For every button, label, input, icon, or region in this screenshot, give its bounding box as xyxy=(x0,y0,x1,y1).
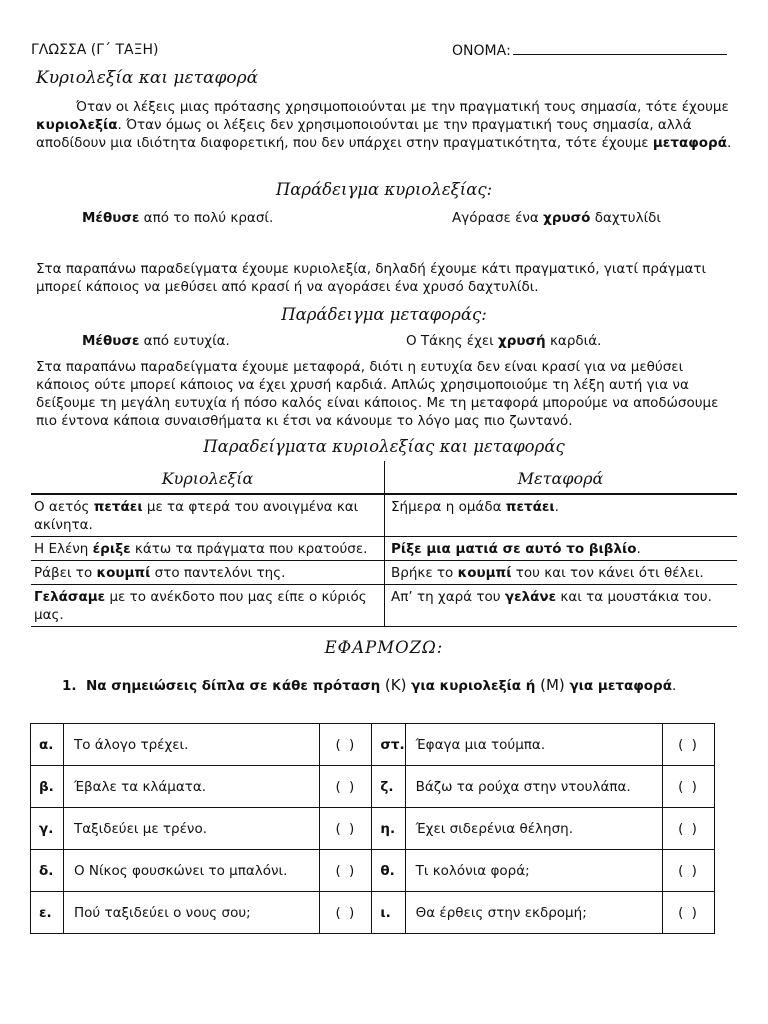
answer-blank[interactable]: ( ) xyxy=(663,766,715,808)
exercise-row xyxy=(31,892,715,934)
metaphor-example-cell: Ρίξε μια ματιά σε αυτό το βιβλίο. xyxy=(384,537,737,560)
term-metaphor: μεταφορά xyxy=(652,135,727,151)
exercise-row xyxy=(31,724,715,766)
name-field[interactable] xyxy=(452,42,727,59)
table-row xyxy=(31,561,737,585)
answer-blank[interactable]: ( ) xyxy=(320,808,372,850)
metaphor-example-cell: Απ’ τη χαρά του γελάνε και τα μουστάκια του. xyxy=(384,585,737,626)
literal-example-2: Αγόρασε ένα χρυσό δαχτυλίδι xyxy=(452,210,661,226)
exercise-row xyxy=(31,850,715,892)
literal-example-title: Παράδειγμα κυριολεξίας: xyxy=(275,180,493,199)
task-instruction: 1. Να σημειώσεις δίπλα σε κάθε πρόταση (Κ) για κυριολεξία ή (Μ) για μεταφορά. xyxy=(62,676,677,694)
page-title: Κυριολεξία και μεταφορά xyxy=(36,68,259,88)
item-sentence: Το άλογο τρέχει. xyxy=(63,724,320,766)
metaphor-example-cell: Σήμερα η ομάδα πετάει. xyxy=(384,495,737,536)
item-letter: θ. xyxy=(372,850,405,892)
exercise-row xyxy=(31,808,715,850)
item-sentence: Έφαγα μια τούμπα. xyxy=(405,724,662,766)
table-row xyxy=(31,537,737,561)
apply-title: ΕΦΑΡΜΟΖΩ: xyxy=(324,638,444,657)
item-sentence: Πού ταξιδεύει ο νους σου; xyxy=(63,892,320,934)
column-header-metaphor: Μεταφορά xyxy=(517,469,604,488)
intro-paragraph: Όταν οι λέξεις μιας πρότασης χρησιμοποιούνται με την πραγματική τους σημασία, τότε έχουμε κυριολεξία. Όταν όμως οι λέξεις δεν χρησιμοποιούνται με την πραγματική τους σημασία, αλλά αποδίδουν μια ιδιότητα διαφορετική, που δεν υπάρχει στην πραγματικότητα, τότε έχουμε μεταφορά. xyxy=(36,99,732,151)
item-letter: β. xyxy=(31,766,64,808)
metaphor-example-title: Παράδειγμα μεταφοράς: xyxy=(281,305,487,324)
item-sentence: Θα έρθεις στην εκδρομή; xyxy=(405,892,662,934)
metaphor-example-cell: Βρήκε το κουμπί του και τον κάνει ότι θέλει. xyxy=(384,561,737,584)
answer-blank[interactable]: ( ) xyxy=(320,724,372,766)
answer-blank[interactable]: ( ) xyxy=(663,808,715,850)
column-header-literal: Κυριολεξία xyxy=(161,469,254,488)
table-row xyxy=(31,585,737,627)
examples-table-header xyxy=(31,461,737,495)
item-letter: ε. xyxy=(31,892,64,934)
literal-example-cell: Ο αετός πετάει με τα φτερά του ανοιγμένα και ακίνητα. xyxy=(34,499,359,533)
literal-example-cell: Η Ελένη έριξε κάτω τα πράγματα που κρατούσε. xyxy=(34,541,368,557)
table-row xyxy=(31,495,737,537)
literal-example-1: Μέθυσε από το πολύ κρασί. xyxy=(82,210,274,226)
answer-blank[interactable]: ( ) xyxy=(320,850,372,892)
subject-label: ΓΛΩΣΣΑ (Γ΄ ΤΑΞΗ) xyxy=(31,42,159,58)
item-sentence: Έβαλε τα κλάματα. xyxy=(63,766,320,808)
item-sentence: Βάζω τα ρούχα στην ντουλάπα. xyxy=(405,766,662,808)
item-letter: ζ. xyxy=(372,766,405,808)
exercise-row xyxy=(31,766,715,808)
item-letter: η. xyxy=(372,808,405,850)
examples-table-title: Παραδείγματα κυριολεξίας και μεταφοράς xyxy=(203,437,565,456)
answer-blank[interactable]: ( ) xyxy=(663,892,715,934)
item-sentence: Έχει σιδερένια θέληση. xyxy=(405,808,662,850)
literal-explanation: Στα παραπάνω παραδείγματα έχουμε κυριολεξία, δηλαδή έχουμε κάτι πραγματικό, γιατί πράγματι μπορεί κάποιος να μεθύσει από κρασί ή να αγοράσει ένα χρυσό δαχτυλίδι. xyxy=(36,261,707,295)
exercise-table xyxy=(30,723,715,934)
item-letter: ι. xyxy=(372,892,405,934)
item-sentence: Ταξιδεύει με τρένο. xyxy=(63,808,320,850)
answer-blank[interactable]: ( ) xyxy=(663,850,715,892)
item-letter: στ. xyxy=(372,724,405,766)
answer-blank[interactable]: ( ) xyxy=(663,724,715,766)
answer-blank[interactable]: ( ) xyxy=(320,766,372,808)
literal-example-cell: Γελάσαμε με το ανέκδοτο που μας είπε ο κύριός μας. xyxy=(34,589,367,623)
literal-example-cell: Ράβει το κουμπί στο παντελόνι της. xyxy=(34,565,286,581)
metaphor-example-2: Ο Τάκης έχει χρυσή καρδιά. xyxy=(406,333,602,349)
item-sentence: Τι κολόνια φορά; xyxy=(405,850,662,892)
metaphor-explanation: Στα παραπάνω παραδείγματα έχουμε μεταφορά, διότι η ευτυχία δεν είναι κρασί για να μεθύσει κάποιος ούτε μπορεί κάποιος να έχει χρυσή καρδιά. Απλώς χρησιμοποιούμε τη λέξη αυτή για να δείξουμε τη μεγάλη ευτυχία ή πόσο καλός είναι κάποιος. Με τη μεταφορά μπορούμε να αποδώσουμε πιο έντονα κάποια συναισθήματα κι έτσι να κάνουμε το λόγο μας πιο ζωντανό. xyxy=(36,359,719,429)
item-letter: δ. xyxy=(31,850,64,892)
item-sentence: Ο Νίκος φουσκώνει το μπαλόνι. xyxy=(63,850,320,892)
name-underline[interactable] xyxy=(513,42,727,55)
answer-blank[interactable]: ( ) xyxy=(320,892,372,934)
metaphor-example-1: Μέθυσε από ευτυχία. xyxy=(82,333,230,349)
name-label: ΟΝΟΜΑ: xyxy=(452,43,511,59)
item-letter: α. xyxy=(31,724,64,766)
examples-table xyxy=(31,461,737,627)
item-letter: γ. xyxy=(31,808,64,850)
term-literal: κυριολεξία xyxy=(36,117,118,133)
